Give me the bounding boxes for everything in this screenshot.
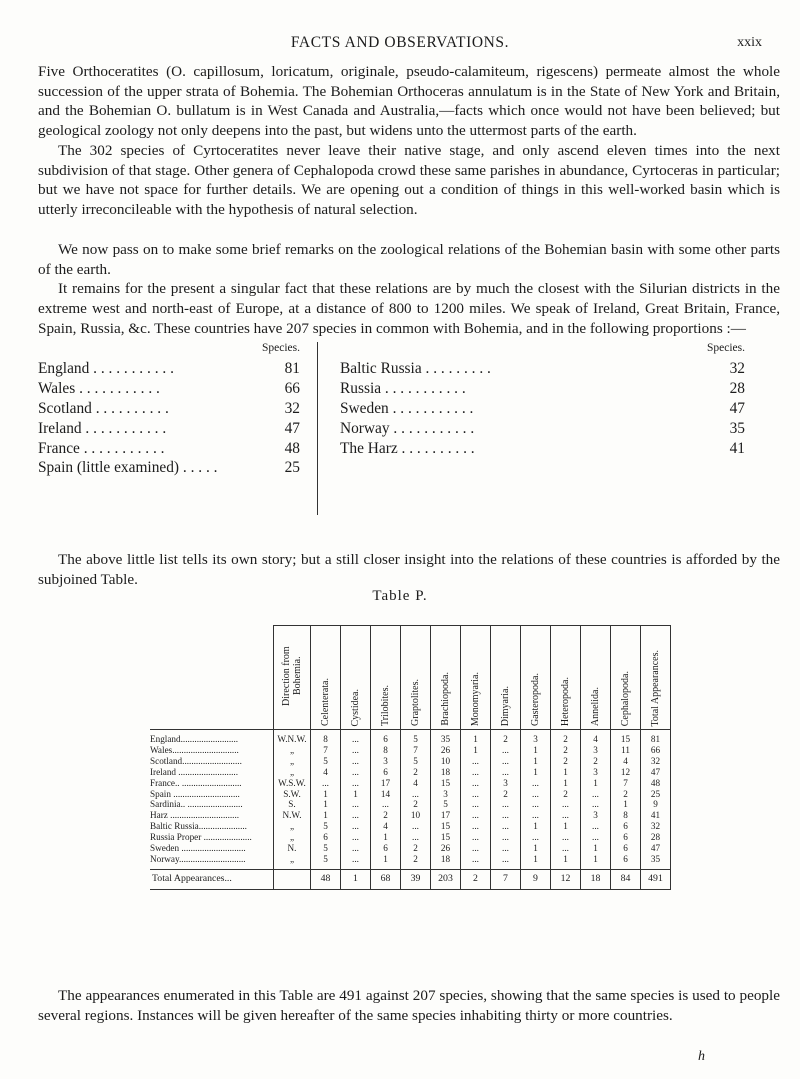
table-cell: W.N.W. xyxy=(274,730,311,745)
table-cell: ... xyxy=(581,789,611,800)
table-cell: ... xyxy=(491,756,521,767)
table-cell: 6 xyxy=(611,854,641,869)
proportion-row xyxy=(38,359,300,379)
table-cell: 1 xyxy=(341,869,371,889)
table-cell: ... xyxy=(341,810,371,821)
table-cell: S. xyxy=(274,799,311,810)
table-cell: ... xyxy=(551,810,581,821)
table-cell: ... xyxy=(521,778,551,789)
species-count: 48 xyxy=(284,439,300,457)
proportion-row xyxy=(38,419,300,439)
table-row xyxy=(150,756,671,767)
column-header-label: Gasteropoda. xyxy=(530,672,541,726)
table-row-label: England......................... xyxy=(150,734,239,744)
table-cell: ... xyxy=(341,730,371,745)
table-cell: ... xyxy=(371,799,401,810)
table-row xyxy=(150,821,671,832)
table-cell xyxy=(274,869,311,889)
table-cell: 9 xyxy=(641,799,671,810)
table-cell: ... xyxy=(491,767,521,778)
table-total-row xyxy=(150,869,671,889)
table-cell: ... xyxy=(341,767,371,778)
table-cell: 7 xyxy=(491,869,521,889)
table-cell: 3 xyxy=(581,810,611,821)
proportion-row xyxy=(38,458,300,478)
proportions-right-column xyxy=(340,342,745,458)
column-header xyxy=(491,626,521,730)
table-cell: ... xyxy=(461,756,491,767)
table-cell: ... xyxy=(551,843,581,854)
table-cell: 1 xyxy=(341,789,371,800)
table-cell: 32 xyxy=(641,756,671,767)
table-cell: ... xyxy=(491,745,521,756)
table-cell: 1 xyxy=(461,730,491,745)
country-name: Norway . . . . . . . . . . . xyxy=(340,419,475,437)
country-name: The Harz . . . . . . . . . . xyxy=(340,439,475,457)
table-cell: 6 xyxy=(611,832,641,843)
country-name: Ireland . . . . . . . . . . . xyxy=(38,419,167,437)
table-cell: 1 xyxy=(521,745,551,756)
table-cell: 1 xyxy=(521,767,551,778)
table-cell: 15 xyxy=(431,778,461,789)
body-text-relations xyxy=(38,240,780,339)
column-header-label: Total Appearances. xyxy=(650,649,661,726)
column-header xyxy=(431,626,461,730)
table-cell: „ xyxy=(274,821,311,832)
table-caption: Table P. xyxy=(372,588,428,604)
table-row-label: Scotland.......................... xyxy=(150,755,242,766)
country-name: England . . . . . . . . . . . xyxy=(38,360,174,377)
table-cell: ... xyxy=(401,789,431,800)
table-cell: ... xyxy=(341,821,371,832)
proportion-row xyxy=(38,439,300,459)
table-cell: 7 xyxy=(311,745,341,756)
table-cell: 1 xyxy=(581,843,611,854)
table-cell: 2 xyxy=(491,730,521,745)
table-cell: ... xyxy=(491,843,521,854)
table-cell: „ xyxy=(274,854,311,869)
column-header xyxy=(371,626,401,730)
column-header xyxy=(551,626,581,730)
species-count: 41 xyxy=(729,439,745,457)
column-header xyxy=(611,626,641,730)
table-cell: ... xyxy=(311,778,341,789)
column-header-label: Cystidea. xyxy=(350,688,361,726)
country-name: France . . . . . . . . . . . xyxy=(38,439,165,457)
table-cell: 3 xyxy=(491,778,521,789)
table-cell: 3 xyxy=(581,767,611,778)
paragraph-cyrtoceratites: The 302 species of Cyrtoceratites never leave their native stage, and only ascend eleven times into the next subdivision of that stage. Other genera of Cephalopoda crowd these same parishes in abundance, Cyrtoceras in particular; but we have not space for further details. We are opening out a condition of things in this well-worked basin which is utterly irreconcileable with the hypothesis of natural selection. xyxy=(38,141,780,218)
table-cell: ... xyxy=(491,821,521,832)
table-cell: 4 xyxy=(611,756,641,767)
table-cell: 1 xyxy=(371,854,401,869)
table-cell: N.W. xyxy=(274,810,311,821)
table-cell: 5 xyxy=(311,756,341,767)
running-header xyxy=(0,34,800,54)
proportion-row xyxy=(340,359,745,379)
table-cell: 5 xyxy=(401,730,431,745)
table-cell: 18 xyxy=(431,767,461,778)
column-header xyxy=(521,626,551,730)
table-cell: 8 xyxy=(371,745,401,756)
column-header xyxy=(341,626,371,730)
table-cell: ... xyxy=(521,832,551,843)
paragraph-table-intro: The above little list tells its own story; but a still closer insight into the relations of these countries is afforded by the subjoined Table. xyxy=(38,551,780,588)
table-cell: 1 xyxy=(551,854,581,869)
table-cell: 14 xyxy=(371,789,401,800)
paragraph-appearances: The appearances enumerated in this Table are 491 against 207 species, showing that the same species is used to people several regions. Instances will be given hereafter of the same species inhabiting thirty or more countries. xyxy=(38,987,780,1024)
column-header xyxy=(581,626,611,730)
column-header-label: Trilobites. xyxy=(380,684,391,726)
table-cell: 18 xyxy=(431,854,461,869)
table-cell: 1 xyxy=(551,821,581,832)
table-cell: ... xyxy=(581,799,611,810)
paragraph-orthoceratites: Five Orthoceratites (O. capillosum, loricatum, originale, pseudo-calamiteum, rigescens) permeate almost the whole succession of the upper strata of Bohemia. The Bohemian Orthoceras annulatum is in the State of New York and Britain, and the Bohemian O. bullatum is in West Canada and Australia,—facts which once would not have been believed; but geological zoology not only deepens into the past, but widens unto the uttermost parts of the earth. xyxy=(38,63,780,140)
table-cell: 2 xyxy=(371,810,401,821)
table-cell: 2 xyxy=(551,756,581,767)
column-header xyxy=(401,626,431,730)
table-cell: 2 xyxy=(581,756,611,767)
table-cell: 32 xyxy=(641,821,671,832)
column-divider xyxy=(317,342,318,515)
table-p xyxy=(150,625,671,890)
table-cell: 68 xyxy=(371,869,401,889)
table-cell: 4 xyxy=(401,778,431,789)
column-header-label: Celenterata. xyxy=(320,677,331,726)
table-cell: ... xyxy=(461,843,491,854)
table-cell: 48 xyxy=(311,869,341,889)
country-name: Scotland . . . . . . . . . . xyxy=(38,399,169,417)
table-cell: 17 xyxy=(431,810,461,821)
table-row-label: Wales............................. xyxy=(150,744,239,755)
column-header xyxy=(311,626,341,730)
country-name: Russia . . . . . . . . . . . xyxy=(340,379,466,397)
table-row-label: Ireland .......................... xyxy=(150,766,239,777)
table-cell: 9 xyxy=(521,869,551,889)
table-cell: 1 xyxy=(551,767,581,778)
table-cell: ... xyxy=(491,854,521,869)
table-cell: 5 xyxy=(311,821,341,832)
table-cell: 12 xyxy=(551,869,581,889)
table-cell: 84 xyxy=(611,869,641,889)
table-cell: ... xyxy=(341,832,371,843)
table-row-label: Sweden ............................ xyxy=(150,843,246,854)
species-count: 35 xyxy=(729,419,745,437)
table-cell: 47 xyxy=(641,767,671,778)
table-cell: 3 xyxy=(371,756,401,767)
table-cell: 1 xyxy=(371,832,401,843)
table-cell: ... xyxy=(341,854,371,869)
body-text-table-intro xyxy=(38,550,780,589)
table-cell: 47 xyxy=(641,843,671,854)
table-cell: 39 xyxy=(401,869,431,889)
table-cell: W.S.W. xyxy=(274,778,311,789)
table-cell: 7 xyxy=(401,745,431,756)
body-text-bottom xyxy=(38,986,780,1025)
species-count: 32 xyxy=(729,360,745,377)
column-header-label: Direction from Bohemia. xyxy=(281,646,303,706)
table-cell: 2 xyxy=(401,854,431,869)
table-cell: 66 xyxy=(641,745,671,756)
column-header-label: Monomyaria. xyxy=(470,671,481,726)
table-cell: 6 xyxy=(611,821,641,832)
species-count: 47 xyxy=(284,419,300,437)
running-title: FACTS AND OBSERVATIONS. xyxy=(290,34,510,51)
table-cell: 10 xyxy=(401,810,431,821)
column-header-label: Brachiopoda. xyxy=(440,672,451,726)
table-cell: 26 xyxy=(431,745,461,756)
table-cell: ... xyxy=(341,778,371,789)
table-cell: ... xyxy=(491,810,521,821)
table-cell: ... xyxy=(491,832,521,843)
proportions-list xyxy=(38,342,780,522)
table-cell: 203 xyxy=(431,869,461,889)
table-cell: 35 xyxy=(641,854,671,869)
column-header xyxy=(274,626,311,730)
table-row-label: Sardinia.. ........................ xyxy=(150,799,243,810)
table-cell: 35 xyxy=(431,730,461,745)
page-number: xxix xyxy=(737,35,762,50)
proportion-row xyxy=(38,379,300,399)
table-cell: 6 xyxy=(311,832,341,843)
table-cell: 1 xyxy=(611,799,641,810)
species-count: 66 xyxy=(284,379,300,397)
table-cell: 1 xyxy=(581,854,611,869)
table-cell: ... xyxy=(461,810,491,821)
table-cell: 5 xyxy=(431,799,461,810)
table-cell: 26 xyxy=(431,843,461,854)
table-cell: 2 xyxy=(461,869,491,889)
table-row-label: Russia Proper ..................... xyxy=(150,832,252,843)
table-cell: ... xyxy=(341,843,371,854)
table-cell: ... xyxy=(521,810,551,821)
table-cell: 1 xyxy=(521,854,551,869)
table-cell: ... xyxy=(341,799,371,810)
column-header-label: Annelida. xyxy=(590,686,601,726)
country-name: Wales . . . . . . . . . . . xyxy=(38,379,160,397)
proportion-row xyxy=(340,379,745,399)
table-cell: „ xyxy=(274,832,311,843)
table-cell: 4 xyxy=(581,730,611,745)
column-header-label: Cephalopoda. xyxy=(620,670,631,726)
table-row-label: Norway............................. xyxy=(150,854,274,869)
table-cell: 1 xyxy=(581,778,611,789)
table-cell: 1 xyxy=(461,745,491,756)
table-cell: 2 xyxy=(401,767,431,778)
table-row-label: Harz .............................. xyxy=(150,810,240,821)
table-cell: 2 xyxy=(401,843,431,854)
table-cell: 2 xyxy=(551,789,581,800)
table-cell: „ xyxy=(274,756,311,767)
proportion-row xyxy=(38,399,300,419)
proportion-row xyxy=(340,439,745,459)
table-cell: 28 xyxy=(641,832,671,843)
table-cell: ... xyxy=(341,745,371,756)
table-row xyxy=(150,745,671,756)
table-cell: 5 xyxy=(401,756,431,767)
table-cell: ... xyxy=(461,832,491,843)
table-cell: 1 xyxy=(521,843,551,854)
country-name: Sweden . . . . . . . . . . . xyxy=(340,399,474,417)
table-cell: ... xyxy=(581,832,611,843)
table-cell: 2 xyxy=(611,789,641,800)
table-cell: 1 xyxy=(311,799,341,810)
table-row xyxy=(150,767,671,778)
species-count: 25 xyxy=(284,459,300,477)
table-cell: 15 xyxy=(431,832,461,843)
proportion-row xyxy=(340,419,745,439)
table-cell: 1 xyxy=(521,756,551,767)
table-cell: 81 xyxy=(641,730,671,745)
table-cell: ... xyxy=(401,832,431,843)
table-cell: 8 xyxy=(311,730,341,745)
table-cell: 15 xyxy=(611,730,641,745)
table-cell: 17 xyxy=(371,778,401,789)
table-cell: ... xyxy=(461,778,491,789)
table-cell: 18 xyxy=(581,869,611,889)
table-cell: 3 xyxy=(581,745,611,756)
table-cell: ... xyxy=(461,799,491,810)
table-cell: 48 xyxy=(641,778,671,789)
table-cell: 3 xyxy=(521,730,551,745)
table-cell: 4 xyxy=(311,767,341,778)
table-cell: ... xyxy=(401,821,431,832)
table-corner xyxy=(150,626,274,730)
table-cell: 1 xyxy=(311,789,341,800)
table-cell: N. xyxy=(274,843,311,854)
table-cell: 1 xyxy=(311,810,341,821)
table-cell: 6 xyxy=(371,767,401,778)
table-cell: ... xyxy=(461,767,491,778)
signature-mark: h xyxy=(698,1049,705,1064)
table-cell: ... xyxy=(581,821,611,832)
table-cell: 25 xyxy=(641,789,671,800)
column-header-label: Heteropoda. xyxy=(560,676,571,726)
table-cell: ... xyxy=(461,789,491,800)
table-cell: „ xyxy=(274,745,311,756)
paragraph-zoological-relations: We now pass on to make some brief remarks on the zoological relations of the Bohemian basin with some other parts of the earth. xyxy=(38,241,780,278)
table-cell: 5 xyxy=(311,843,341,854)
table-cell: 12 xyxy=(611,767,641,778)
table-cell: 41 xyxy=(641,810,671,821)
table-cell: ... xyxy=(461,821,491,832)
species-count: 47 xyxy=(729,399,745,417)
table-cell: ... xyxy=(461,854,491,869)
column-header xyxy=(461,626,491,730)
table-cell: 6 xyxy=(371,843,401,854)
proportions-left-column xyxy=(38,342,300,478)
species-header: Species. xyxy=(261,342,300,354)
table-cell: 491 xyxy=(641,869,671,889)
table-row xyxy=(150,843,671,854)
table-row-label: Total Appearances... xyxy=(150,869,274,889)
table-row xyxy=(150,799,671,810)
table-cell: 5 xyxy=(311,854,341,869)
table-row xyxy=(150,778,671,789)
table-cell: 2 xyxy=(551,745,581,756)
table-cell: 7 xyxy=(611,778,641,789)
table-row xyxy=(150,832,671,843)
table-cell: 6 xyxy=(611,843,641,854)
table-row xyxy=(150,810,671,821)
table-cell: 10 xyxy=(431,756,461,767)
table-cell: „ xyxy=(274,767,311,778)
table-cell: ... xyxy=(521,789,551,800)
column-header-label: Graptolites. xyxy=(410,679,421,726)
table-cell: 1 xyxy=(521,821,551,832)
country-name: Spain (little examined) . . . . . xyxy=(38,459,218,477)
species-count: 81 xyxy=(284,360,300,377)
table-cell: 6 xyxy=(371,730,401,745)
species-header: Species. xyxy=(706,342,745,354)
paragraph-proportions: It remains for the present a singular fact that these relations are by much the closest with the Silurian districts in the extreme west and north-east of Europe, at a distance of 800 to 1200 miles. We speak of Ireland, Great Britain, France, Spain, Russia, &c. These countries have 207 species in common with Bohemia, and in the following proportions :— xyxy=(38,280,780,337)
species-count: 28 xyxy=(729,379,745,397)
country-name: Baltic Russia . . . . . . . . . xyxy=(340,360,491,377)
table-cell: 2 xyxy=(401,799,431,810)
table-cell: 11 xyxy=(611,745,641,756)
table-cell: 2 xyxy=(491,789,521,800)
table-cell: 1 xyxy=(551,778,581,789)
table-cell: 4 xyxy=(371,821,401,832)
table-cell: ... xyxy=(341,756,371,767)
proportion-row xyxy=(340,399,745,419)
table-cell: ... xyxy=(551,799,581,810)
table-row-label: France.. .......................... xyxy=(150,777,242,788)
table-row xyxy=(150,854,671,869)
body-text-top xyxy=(38,62,780,220)
table-cell: 15 xyxy=(431,821,461,832)
table-cell: ... xyxy=(551,832,581,843)
table-row-label: Spain ............................. xyxy=(150,788,240,799)
table-row-label: Baltic Russia..................... xyxy=(150,821,247,832)
table-cell: 3 xyxy=(431,789,461,800)
column-header xyxy=(641,626,671,730)
species-count: 32 xyxy=(284,399,300,417)
table-row xyxy=(150,789,671,800)
table-cell: 2 xyxy=(551,730,581,745)
table-row xyxy=(150,730,671,745)
table-cell: S.W. xyxy=(274,789,311,800)
table-cell: ... xyxy=(491,799,521,810)
table-cell: 8 xyxy=(611,810,641,821)
column-header-label: Dimyaria. xyxy=(500,685,511,726)
table-cell: ... xyxy=(521,799,551,810)
